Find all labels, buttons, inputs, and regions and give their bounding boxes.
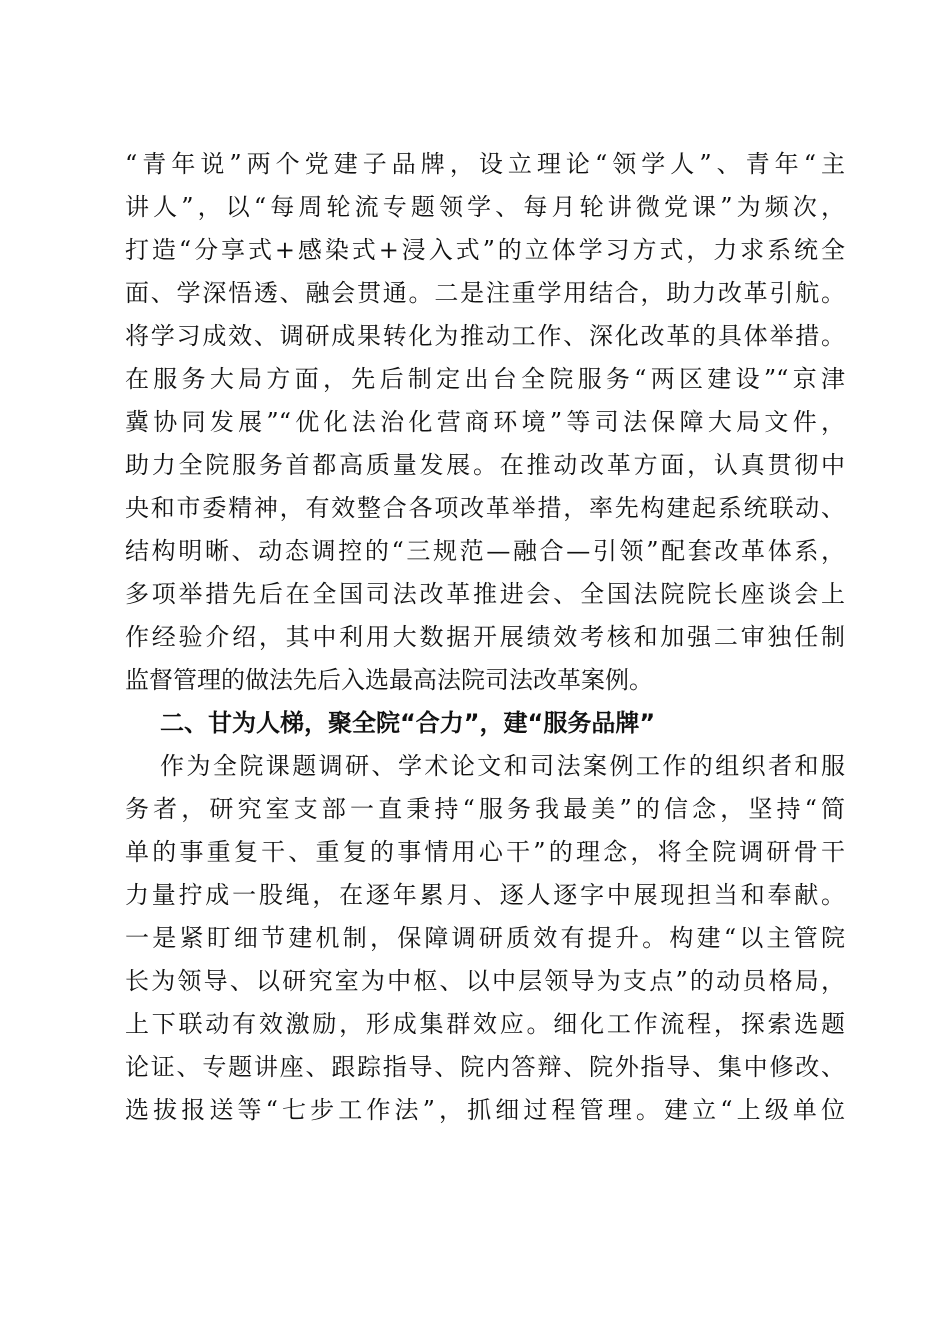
- paragraph-line: 论证、专题讲座、跟踪指导、院内答辩、院外指导、集中修改、: [125, 1053, 845, 1081]
- paragraph-line: 一是紧盯细节建机制，保障调研质效有提升。构建“以主管院: [125, 924, 845, 952]
- paragraph-line: 在服务大局方面，先后制定出台全院服务“两区建设”“京津: [125, 365, 845, 393]
- paragraph-line: 选拔报送等“七步工作法”，抓细过程管理。建立“上级单位: [125, 1096, 845, 1124]
- paragraph-line: 央和市委精神，有效整合各项改革举措，率先构建起系统联动、: [125, 494, 845, 522]
- paragraph-line: 单的事重复干、重复的事情用心干”的理念，将全院调研骨干: [125, 838, 845, 866]
- paragraph-line: 作经验介绍，其中利用大数据开展绩效考核和加强二审独任制: [125, 623, 845, 651]
- paragraph-line: 面、学深悟透、融会贯通。二是注重学用结合，助力改革引航。: [125, 279, 845, 307]
- section-heading: 二、甘为人梯，聚全院“合力”，建“服务品牌”: [160, 709, 656, 737]
- paragraph-line: 务者，研究室支部一直秉持“服务我最美”的信念，坚持“简: [125, 795, 845, 823]
- paragraph-line: 打造“分享式+感染式+浸入式”的立体学习方式，力求系统全: [125, 236, 845, 264]
- paragraph-line: 力量拧成一股绳，在逐年累月、逐人逐字中展现担当和奉献。: [125, 881, 845, 909]
- paragraph-line: 作为全院课题调研、学术论文和司法案例工作的组织者和服: [160, 752, 845, 780]
- paragraph-line: 讲人”，以“每周轮流专题领学、每月轮讲微党课”为频次，: [125, 193, 845, 221]
- paragraph-line: 将学习成效、调研成果转化为推动工作、深化改革的具体举措。: [125, 322, 845, 350]
- paragraph-line: 助力全院服务首都高质量发展。在推动改革方面，认真贯彻中: [125, 451, 845, 479]
- paragraph-line: 监督管理的做法先后入选最高法院司法改革案例。: [125, 666, 653, 694]
- paragraph-line: 冀协同发展”“优化法治化营商环境”等司法保障大局文件，: [125, 408, 845, 436]
- paragraph-line: 长为领导、以研究室为中枢、以中层领导为支点”的动员格局，: [125, 967, 845, 995]
- paragraph-line: 结构明晰、动态调控的“三规范—融合—引领”配套改革体系，: [125, 537, 845, 565]
- paragraph-line: 上下联动有效激励，形成集群效应。细化工作流程，探索选题: [125, 1010, 845, 1038]
- paragraph-line: 多项举措先后在全国司法改革推进会、全国法院院长座谈会上: [125, 580, 845, 608]
- paragraph-line: “青年说”两个党建子品牌，设立理论“领学人”、青年“主: [125, 150, 845, 178]
